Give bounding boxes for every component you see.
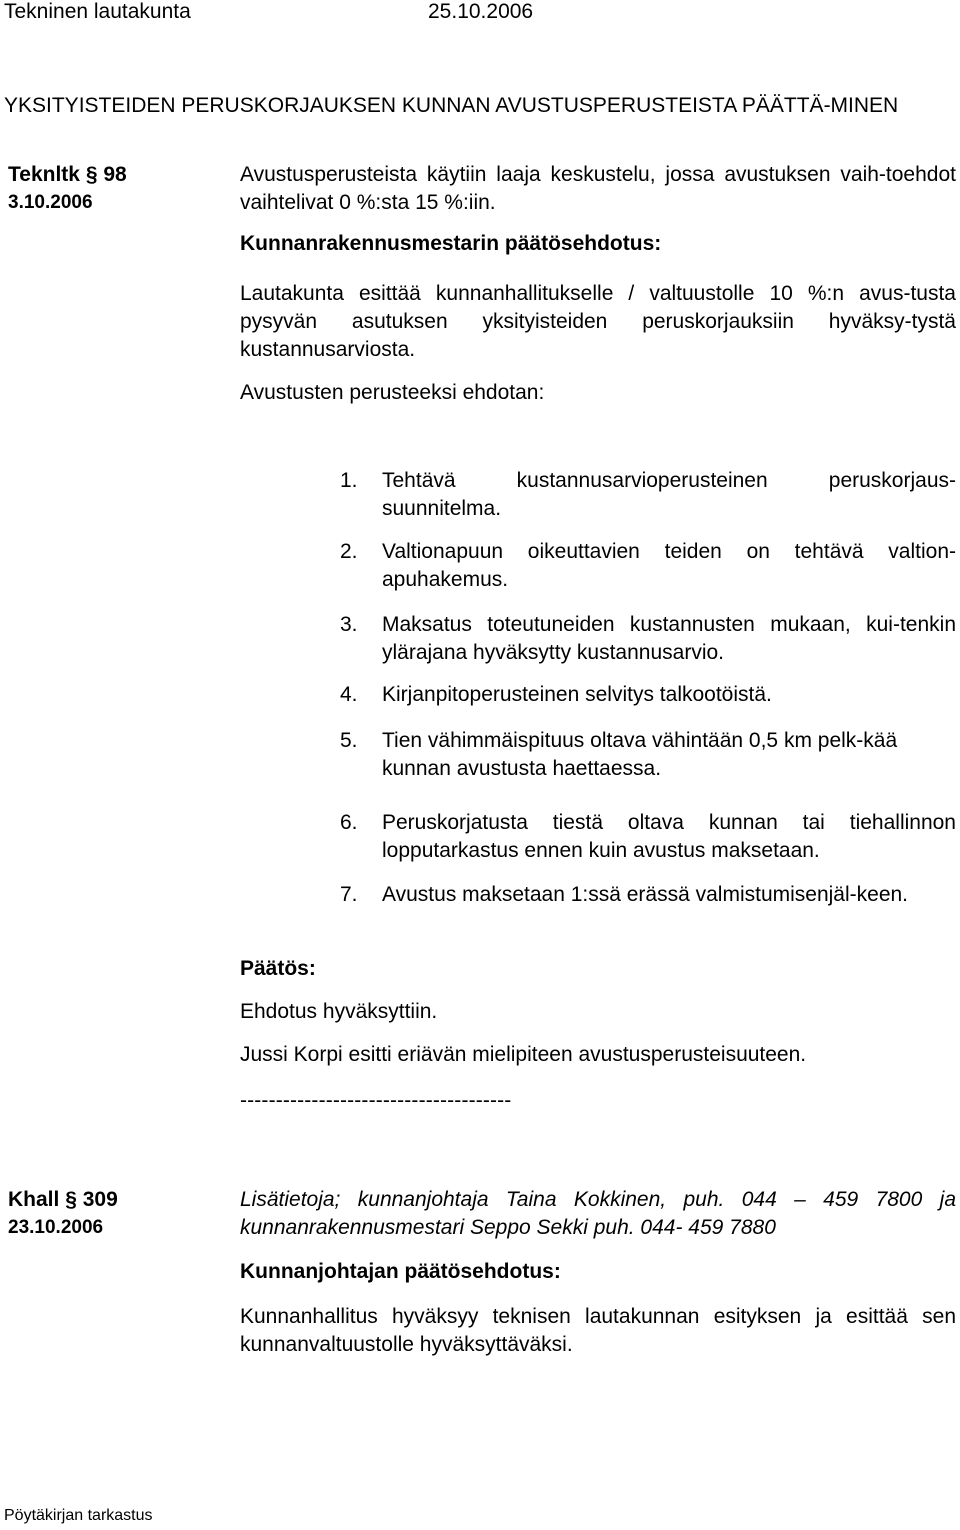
- section2-ref-date: 23.10.2006: [8, 1217, 104, 1238]
- proposal-text: Lautakunta esittää kunnanhallitukselle / valtuustolle 10 %:n avus-tusta pysyvän asutuksen yksityisteiden peruskorjauksiin hyväksy-tystä kustannusarviosta.: [240, 282, 956, 361]
- director-proposal-heading: Kunnanjohtajan päätösehdotus:: [240, 1260, 561, 1283]
- document-header-date: 25.10.2006: [428, 0, 534, 23]
- section1-ref-date: 3.10.2006: [8, 192, 93, 213]
- director-proposal-text: Kunnanhallitus hyväksyy teknisen lautakunnan esityksen ja esittää sen kunnanvaltuustolle hyväksyttäväksi.: [240, 1305, 956, 1356]
- list-item-number: 6.: [340, 811, 358, 834]
- separator-line: --------------------------------------: [240, 1089, 512, 1112]
- section2-ref-number: 309: [82, 1188, 118, 1211]
- list-item-text: Tehtävä kustannusarvioperusteinen peruskorjaus-suunnitelma.: [382, 469, 956, 520]
- list-item-text: Valtionapuun oikeuttavien teiden on tehtävä valtion-apuhakemus.: [382, 540, 956, 591]
- document-header-title: Tekninen lautakunta: [4, 0, 191, 23]
- list-item-number: 1.: [340, 469, 358, 492]
- paragraph-sign-icon: §: [65, 1188, 77, 1211]
- list-item-text: Tien vähimmäispituus oltava vähintään 0,5 km pelk-kää kunnan avustusta haettaessa.: [382, 729, 898, 780]
- list-item: [340, 611, 956, 667]
- list-item-text: Avustus maksetaan 1:ssä erässä valmistumisenjäl-keen.: [382, 883, 909, 906]
- list-item-text: Maksatus toteutuneiden kustannusten mukaan, kui-tenkin ylärajana hyväksytty kustannusarvio.: [382, 613, 956, 664]
- decision-text: Ehdotus hyväksyttiin.: [240, 1000, 438, 1023]
- basis-heading: Avustusten perusteeksi ehdotan:: [240, 381, 545, 404]
- section1-reference: [8, 161, 127, 189]
- paragraph-sign-icon: §: [85, 163, 98, 186]
- list-item: [340, 538, 956, 594]
- list-item-number: 7.: [340, 883, 358, 906]
- decision-label: Päätös:: [240, 957, 316, 980]
- footer-text: Pöytäkirjan tarkastus: [4, 1507, 153, 1524]
- page-title: YKSITYISTEIDEN PERUSKORJAUKSEN KUNNAN AVUSTUSPERUSTEISTA PÄÄTTÄ-MINEN: [4, 94, 899, 117]
- list-item: [340, 727, 956, 783]
- section1-ref-number: 98: [103, 163, 127, 186]
- list-item-text: Peruskorjatusta tiestä oltava kunnan tai tiehallinnon lopputarkastus ennen kuin avustus maksetaan.: [382, 811, 956, 862]
- list-item-number: 5.: [340, 729, 358, 752]
- list-item: [340, 881, 956, 909]
- list-item: [340, 467, 956, 523]
- list-item: [340, 809, 956, 865]
- list-item-number: 2.: [340, 540, 358, 563]
- list-item: [340, 681, 956, 709]
- dissent-text: Jussi Korpi esitti eriävän mielipiteen avustusperusteisuuteen.: [240, 1043, 807, 1066]
- section1-intro: Avustusperusteista käytiin laaja keskustelu, jossa avustuksen vaih-toehdot vaihtelivat 0 %:sta 15 %:iin.: [240, 163, 956, 214]
- list-item-number: 3.: [340, 613, 358, 636]
- section1-ref-label: Teknltk: [8, 163, 80, 186]
- list-item-number: 4.: [340, 683, 358, 706]
- proposal-heading: Kunnanrakennusmestarin päätösehdotus:: [240, 232, 662, 255]
- contact-info: Lisätietoja; kunnanjohtaja Taina Kokkinen, puh. 044 – 459 7800 ja kunnanrakennusmestari Seppo Sekki puh. 044- 459 7880: [240, 1188, 956, 1239]
- section2-reference: [8, 1186, 118, 1214]
- list-item-text: Kirjanpitoperusteinen selvitys talkootöistä.: [382, 683, 772, 706]
- section2-ref-label: Khall: [8, 1188, 60, 1211]
